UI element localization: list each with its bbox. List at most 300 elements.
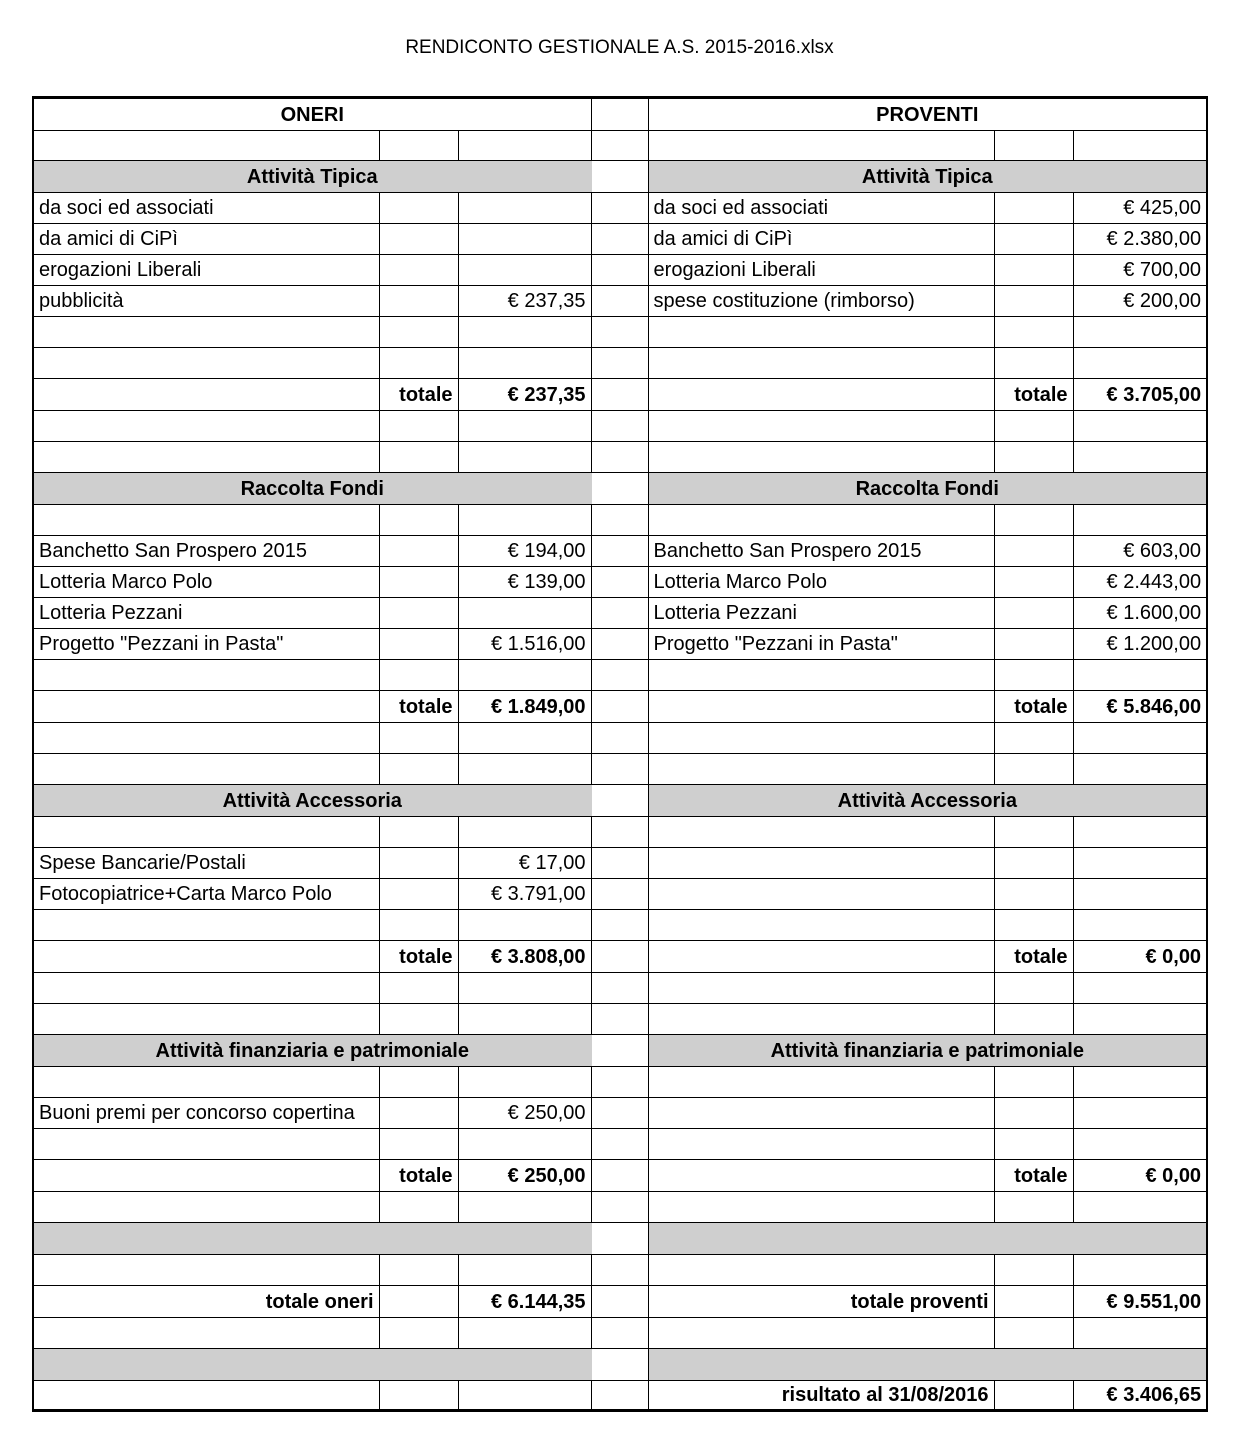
table-row	[33, 473, 1207, 505]
empty-cell	[648, 973, 994, 1004]
empty-cell	[648, 754, 994, 785]
empty-cell	[994, 1004, 1073, 1035]
result-value: € 3.406,65	[1073, 1381, 1207, 1411]
empty-cell	[1073, 1067, 1207, 1098]
gap-cell	[591, 754, 648, 785]
empty-cell	[33, 442, 379, 473]
gap-cell	[591, 1035, 648, 1067]
empty-cell	[33, 1004, 379, 1035]
empty-cell	[379, 286, 458, 317]
oneri-item-label: Progetto "Pezzani in Pasta"	[33, 629, 379, 660]
empty-cell	[458, 131, 591, 161]
gap-cell	[591, 973, 648, 1004]
empty-cell	[1073, 131, 1207, 161]
empty-cell	[648, 505, 994, 536]
empty-cell	[648, 817, 994, 848]
empty-cell	[33, 1255, 379, 1286]
proventi-total-label: totale	[994, 379, 1073, 411]
grey-separator	[648, 1349, 1207, 1381]
table-row	[33, 754, 1207, 785]
empty-cell	[994, 848, 1073, 879]
empty-cell	[1073, 348, 1207, 379]
empty-cell	[994, 411, 1073, 442]
gap-cell	[591, 536, 648, 567]
empty-cell	[994, 629, 1073, 660]
oneri-item-label: Spese Bancarie/Postali	[33, 848, 379, 879]
empty-cell	[33, 411, 379, 442]
oneri-item-value: € 3.791,00	[458, 879, 591, 910]
proventi-item-label: erogazioni Liberali	[648, 255, 994, 286]
empty-cell	[1073, 817, 1207, 848]
table-row	[33, 1381, 1207, 1411]
oneri-item-label: erogazioni Liberali	[33, 255, 379, 286]
empty-cell	[33, 910, 379, 941]
gap-cell	[591, 505, 648, 536]
proventi-total-value: € 0,00	[1073, 1160, 1207, 1192]
gap-cell	[591, 131, 648, 161]
empty-cell	[33, 1381, 379, 1411]
proventi-total-value: € 3.705,00	[1073, 379, 1207, 411]
empty-cell	[379, 411, 458, 442]
empty-cell	[379, 1318, 458, 1349]
gap-cell	[591, 723, 648, 754]
table-row	[33, 1192, 1207, 1223]
gap-cell	[591, 1160, 648, 1192]
empty-cell	[994, 567, 1073, 598]
proventi-header: PROVENTI	[648, 98, 1207, 131]
empty-cell	[648, 1192, 994, 1223]
gap-cell	[591, 1004, 648, 1035]
oneri-item-value	[458, 193, 591, 224]
gap-cell	[591, 1255, 648, 1286]
oneri-item-value: € 17,00	[458, 848, 591, 879]
gap-cell	[591, 941, 648, 973]
empty-cell	[648, 348, 994, 379]
empty-cell	[458, 1067, 591, 1098]
table-row	[33, 660, 1207, 691]
empty-cell	[1073, 317, 1207, 348]
empty-cell	[648, 660, 994, 691]
table-row	[33, 1098, 1207, 1129]
gap-cell	[591, 1286, 648, 1318]
empty-cell	[458, 817, 591, 848]
empty-cell	[994, 505, 1073, 536]
gap-cell	[591, 193, 648, 224]
proventi-item-label	[648, 1098, 994, 1129]
empty-cell	[994, 973, 1073, 1004]
empty-cell	[33, 817, 379, 848]
empty-cell	[994, 348, 1073, 379]
oneri-item-value	[458, 598, 591, 629]
oneri-item-label: da soci ed associati	[33, 193, 379, 224]
proventi-item-value: € 700,00	[1073, 255, 1207, 286]
empty-cell	[379, 317, 458, 348]
section-tipica-title-oneri: Attività Tipica	[33, 161, 591, 193]
oneri-item-label: pubblicità	[33, 286, 379, 317]
proventi-item-value	[1073, 879, 1207, 910]
proventi-item-value: € 2.380,00	[1073, 224, 1207, 255]
empty-cell	[379, 1286, 458, 1318]
empty-cell	[994, 910, 1073, 941]
table-row	[33, 567, 1207, 598]
empty-cell	[994, 1318, 1073, 1349]
empty-cell	[1073, 505, 1207, 536]
empty-cell	[379, 660, 458, 691]
empty-cell	[379, 1098, 458, 1129]
empty-cell	[648, 910, 994, 941]
proventi-item-label	[648, 879, 994, 910]
empty-cell	[994, 536, 1073, 567]
empty-cell	[458, 910, 591, 941]
table-row	[33, 1223, 1207, 1255]
oneri-item-value: € 1.516,00	[458, 629, 591, 660]
oneri-item-value: € 139,00	[458, 567, 591, 598]
table-row	[33, 1255, 1207, 1286]
section-fondi-title-oneri: Raccolta Fondi	[33, 473, 591, 505]
proventi-total-label: totale	[994, 1160, 1073, 1192]
table-row	[33, 255, 1207, 286]
oneri-item-value	[458, 224, 591, 255]
table-row	[33, 1160, 1207, 1192]
empty-cell	[379, 131, 458, 161]
table-row	[33, 1035, 1207, 1067]
table-row	[33, 785, 1207, 817]
empty-cell	[33, 317, 379, 348]
empty-cell	[379, 536, 458, 567]
table-row	[33, 131, 1207, 161]
grey-separator	[648, 1223, 1207, 1255]
empty-cell	[1073, 442, 1207, 473]
empty-cell	[648, 379, 994, 411]
empty-cell	[33, 1129, 379, 1160]
oneri-total-value: € 3.808,00	[458, 941, 591, 973]
empty-cell	[458, 1318, 591, 1349]
gap-cell	[591, 411, 648, 442]
gap-cell	[591, 785, 648, 817]
gap-cell	[591, 1192, 648, 1223]
section-finanziaria-title-proventi: Attività finanziaria e patrimoniale	[648, 1035, 1207, 1067]
oneri-item-label: Lotteria Marco Polo	[33, 567, 379, 598]
empty-cell	[379, 1381, 458, 1411]
table-row	[33, 941, 1207, 973]
gap-cell	[591, 1381, 648, 1411]
proventi-item-value	[1073, 1098, 1207, 1129]
proventi-item-label: Lotteria Pezzani	[648, 598, 994, 629]
proventi-total-value: € 5.846,00	[1073, 691, 1207, 723]
empty-cell	[994, 660, 1073, 691]
empty-cell	[994, 286, 1073, 317]
empty-cell	[458, 411, 591, 442]
empty-cell	[379, 754, 458, 785]
empty-cell	[994, 1381, 1073, 1411]
empty-cell	[994, 317, 1073, 348]
gap-cell	[591, 598, 648, 629]
oneri-header: ONERI	[33, 98, 591, 131]
table-row	[33, 629, 1207, 660]
empty-cell	[458, 442, 591, 473]
empty-cell	[648, 691, 994, 723]
empty-cell	[648, 1160, 994, 1192]
proventi-item-value: € 603,00	[1073, 536, 1207, 567]
empty-cell	[379, 193, 458, 224]
gap-cell	[591, 1349, 648, 1381]
proventi-item-value: € 1.600,00	[1073, 598, 1207, 629]
result-label: risultato al 31/08/2016	[648, 1381, 994, 1411]
gap-cell	[591, 442, 648, 473]
table-row	[33, 598, 1207, 629]
gap-cell	[591, 286, 648, 317]
proventi-item-value: € 1.200,00	[1073, 629, 1207, 660]
empty-cell	[33, 1192, 379, 1223]
empty-cell	[33, 379, 379, 411]
empty-cell	[648, 723, 994, 754]
empty-cell	[994, 1067, 1073, 1098]
oneri-total-label: totale	[379, 691, 458, 723]
empty-cell	[33, 131, 379, 161]
total-oneri-label: totale oneri	[33, 1286, 379, 1318]
table-row	[33, 1349, 1207, 1381]
empty-cell	[458, 660, 591, 691]
table-row	[33, 879, 1207, 910]
grey-separator	[33, 1349, 591, 1381]
empty-cell	[458, 348, 591, 379]
total-oneri-value: € 6.144,35	[458, 1286, 591, 1318]
empty-cell	[379, 505, 458, 536]
gap-cell	[591, 691, 648, 723]
gap-cell	[591, 1098, 648, 1129]
empty-cell	[994, 598, 1073, 629]
proventi-item-label: Progetto "Pezzani in Pasta"	[648, 629, 994, 660]
empty-cell	[379, 255, 458, 286]
proventi-total-label: totale	[994, 691, 1073, 723]
total-proventi-value: € 9.551,00	[1073, 1286, 1207, 1318]
empty-cell	[379, 1067, 458, 1098]
table-row	[33, 1286, 1207, 1318]
gap-cell	[591, 629, 648, 660]
oneri-item-label: Buoni premi per concorso copertina	[33, 1098, 379, 1129]
empty-cell	[1073, 1255, 1207, 1286]
table-row	[33, 817, 1207, 848]
empty-cell	[33, 723, 379, 754]
empty-cell	[994, 442, 1073, 473]
table-row	[33, 224, 1207, 255]
table-row	[33, 161, 1207, 193]
empty-cell	[33, 505, 379, 536]
proventi-item-value: € 2.443,00	[1073, 567, 1207, 598]
oneri-item-label: Lotteria Pezzani	[33, 598, 379, 629]
gap-cell	[591, 1129, 648, 1160]
oneri-item-value	[458, 255, 591, 286]
proventi-item-label: spese costituzione (rimborso)	[648, 286, 994, 317]
section-finanziaria-title-oneri: Attività finanziaria e patrimoniale	[33, 1035, 591, 1067]
proventi-item-label: Lotteria Marco Polo	[648, 567, 994, 598]
empty-cell	[648, 1004, 994, 1035]
table-row	[33, 1004, 1207, 1035]
empty-cell	[458, 1129, 591, 1160]
empty-cell	[379, 1129, 458, 1160]
empty-cell	[458, 1255, 591, 1286]
empty-cell	[1073, 411, 1207, 442]
table-row	[33, 1067, 1207, 1098]
empty-cell	[1073, 723, 1207, 754]
oneri-total-label: totale	[379, 379, 458, 411]
empty-cell	[458, 317, 591, 348]
empty-cell	[379, 1255, 458, 1286]
gap-cell	[591, 98, 648, 131]
table-row	[33, 723, 1207, 754]
empty-cell	[994, 879, 1073, 910]
empty-cell	[458, 1381, 591, 1411]
gap-cell	[591, 1223, 648, 1255]
empty-cell	[458, 754, 591, 785]
empty-cell	[994, 255, 1073, 286]
table-row	[33, 848, 1207, 879]
empty-cell	[994, 1129, 1073, 1160]
empty-cell	[1073, 1129, 1207, 1160]
empty-cell	[379, 348, 458, 379]
proventi-total-label: totale	[994, 941, 1073, 973]
oneri-item-value: € 250,00	[458, 1098, 591, 1129]
proventi-item-value: € 200,00	[1073, 286, 1207, 317]
oneri-item-value: € 237,35	[458, 286, 591, 317]
empty-cell	[648, 1255, 994, 1286]
empty-cell	[33, 973, 379, 1004]
empty-cell	[1073, 660, 1207, 691]
empty-cell	[379, 224, 458, 255]
empty-cell	[458, 723, 591, 754]
empty-cell	[648, 131, 994, 161]
empty-cell	[379, 973, 458, 1004]
oneri-total-value: € 250,00	[458, 1160, 591, 1192]
empty-cell	[379, 598, 458, 629]
empty-cell	[648, 317, 994, 348]
empty-cell	[648, 442, 994, 473]
empty-cell	[648, 941, 994, 973]
empty-cell	[994, 754, 1073, 785]
empty-cell	[994, 131, 1073, 161]
proventi-total-value: € 0,00	[1073, 941, 1207, 973]
empty-cell	[994, 1098, 1073, 1129]
gap-cell	[591, 817, 648, 848]
oneri-total-value: € 237,35	[458, 379, 591, 411]
gap-cell	[591, 473, 648, 505]
empty-cell	[994, 193, 1073, 224]
empty-cell	[379, 723, 458, 754]
oneri-total-label: totale	[379, 941, 458, 973]
gap-cell	[591, 879, 648, 910]
table-row	[33, 98, 1207, 131]
grey-separator	[33, 1223, 591, 1255]
proventi-item-label	[648, 848, 994, 879]
empty-cell	[1073, 754, 1207, 785]
section-fondi-title-proventi: Raccolta Fondi	[648, 473, 1207, 505]
proventi-item-label: da amici di CiPì	[648, 224, 994, 255]
gap-cell	[591, 660, 648, 691]
gap-cell	[591, 348, 648, 379]
empty-cell	[994, 817, 1073, 848]
table-row	[33, 536, 1207, 567]
empty-cell	[33, 1318, 379, 1349]
oneri-item-label: da amici di CiPì	[33, 224, 379, 255]
empty-cell	[33, 941, 379, 973]
oneri-total-label: totale	[379, 1160, 458, 1192]
empty-cell	[1073, 1004, 1207, 1035]
empty-cell	[1073, 910, 1207, 941]
table-row	[33, 317, 1207, 348]
section-accessoria-title-oneri: Attività Accessoria	[33, 785, 591, 817]
table-row	[33, 442, 1207, 473]
empty-cell	[379, 442, 458, 473]
empty-cell	[379, 1004, 458, 1035]
empty-cell	[994, 1255, 1073, 1286]
table-row	[33, 193, 1207, 224]
empty-cell	[33, 660, 379, 691]
empty-cell	[379, 848, 458, 879]
empty-cell	[1073, 1318, 1207, 1349]
empty-cell	[33, 691, 379, 723]
proventi-item-value	[1073, 848, 1207, 879]
empty-cell	[33, 1160, 379, 1192]
oneri-total-value: € 1.849,00	[458, 691, 591, 723]
oneri-item-label: Fotocopiatrice+Carta Marco Polo	[33, 879, 379, 910]
empty-cell	[33, 348, 379, 379]
proventi-item-label: Banchetto San Prospero 2015	[648, 536, 994, 567]
gap-cell	[591, 255, 648, 286]
empty-cell	[379, 1192, 458, 1223]
empty-cell	[458, 1192, 591, 1223]
empty-cell	[379, 910, 458, 941]
table-row	[33, 505, 1207, 536]
gap-cell	[591, 1318, 648, 1349]
empty-cell	[33, 754, 379, 785]
table-row	[33, 411, 1207, 442]
oneri-item-label: Banchetto San Prospero 2015	[33, 536, 379, 567]
gap-cell	[591, 317, 648, 348]
gap-cell	[591, 379, 648, 411]
table-row	[33, 286, 1207, 317]
empty-cell	[1073, 1192, 1207, 1223]
gap-cell	[591, 1067, 648, 1098]
section-accessoria-title-proventi: Attività Accessoria	[648, 785, 1207, 817]
table-row	[33, 691, 1207, 723]
empty-cell	[379, 879, 458, 910]
gap-cell	[591, 567, 648, 598]
proventi-item-label: da soci ed associati	[648, 193, 994, 224]
empty-cell	[379, 567, 458, 598]
table-row	[33, 973, 1207, 1004]
empty-cell	[648, 1129, 994, 1160]
empty-cell	[1073, 973, 1207, 1004]
section-tipica-title-proventi: Attività Tipica	[648, 161, 1207, 193]
gap-cell	[591, 224, 648, 255]
table-row	[33, 1318, 1207, 1349]
empty-cell	[994, 224, 1073, 255]
empty-cell	[379, 629, 458, 660]
gap-cell	[591, 848, 648, 879]
empty-cell	[33, 1067, 379, 1098]
table-row	[33, 910, 1207, 941]
table-row	[33, 379, 1207, 411]
empty-cell	[994, 723, 1073, 754]
empty-cell	[458, 1004, 591, 1035]
gap-cell	[591, 161, 648, 193]
empty-cell	[994, 1286, 1073, 1318]
empty-cell	[648, 411, 994, 442]
empty-cell	[648, 1067, 994, 1098]
rendiconto-table	[32, 96, 1208, 1412]
empty-cell	[648, 1318, 994, 1349]
proventi-item-value: € 425,00	[1073, 193, 1207, 224]
